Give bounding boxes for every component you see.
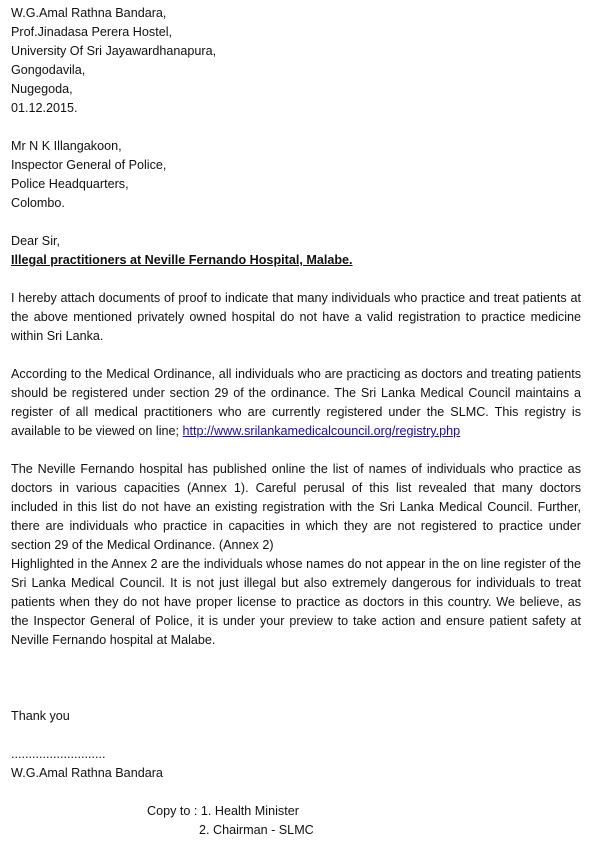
sender-address: [11, 4, 581, 118]
copy-to: [11, 802, 581, 840]
letter: [11, 4, 581, 840]
paragraph-3: The Neville Fernando hospital has published online the list of names of individuals who practice as doctors in various capacities (Annex 1). Careful perusal of this list revealed that many doctors included in this list do not have an existing registration with the Sri Lanka Medical Council. Further, there are individuals who practice in capacities in which they are not registered to practice under section 29 of the Medical Ordinance. (Annex 2): [11, 462, 581, 552]
sender-university: University Of Sri Jayawardhanapura,: [11, 44, 217, 58]
letter-date: 01.12.2015.: [11, 101, 78, 115]
sender-area: Gongodavila,: [11, 63, 86, 77]
copy-to-line-2: 2. Chairman - SLMC: [199, 823, 314, 837]
sender-name: W.G.Amal Rathna Bandara,: [11, 6, 167, 20]
paragraph-2-text: According to the Medical Ordinance, all individuals who are practicing as doctors and treating patients should be registered under section 29 of the ordinance. The Sri Lanka Medical Council maintains a register of all medical practitioners who are currently registered under the SLMC. This registry is available to be viewed on line;: [11, 367, 581, 438]
subject-line: Illegal practitioners at Neville Fernando Hospital, Malabe.: [11, 253, 353, 267]
recipient-city: Colombo.: [11, 196, 65, 210]
signature-dots: ...........................: [11, 747, 106, 761]
recipient-title: Inspector General of Police,: [11, 158, 167, 172]
registry-link[interactable]: http://www.srilankamedicalcouncil.org/registry.php: [182, 424, 461, 438]
salutation: Dear Sir,: [11, 234, 60, 248]
paragraph-4: Highlighted in the Annex 2 are the individuals whose names do not appear in the on line register of the Sri Lanka Medical Council. It is not just illegal but also extremely dangerous for individuals to treat patients when they do not have proper license to practice as doctors in this country. We believe, as the Inspector General of Police, it is under your preview to take action and ensure patient safety at Neville Fernando hospital at Malabe.: [11, 557, 581, 647]
paragraph-1: I hereby attach documents of proof to indicate that many individuals who practice and treat patients at the above mentioned privately owned hospital do not have a valid registration to practice medicine within Sri Lanka.: [11, 291, 581, 343]
copy-to-line-1: Copy to : 1. Health Minister: [147, 804, 299, 818]
sender-city: Nugegoda,: [11, 82, 73, 96]
closing: Thank you: [11, 709, 70, 723]
recipient-address: [11, 137, 581, 213]
recipient-office: Police Headquarters,: [11, 177, 129, 191]
sender-hostel: Prof.Jinadasa Perera Hostel,: [11, 25, 173, 39]
signature-name: W.G.Amal Rathna Bandara: [11, 766, 163, 780]
paragraph-2: [11, 365, 581, 441]
recipient-name: Mr N K Illangakoon,: [11, 139, 122, 153]
